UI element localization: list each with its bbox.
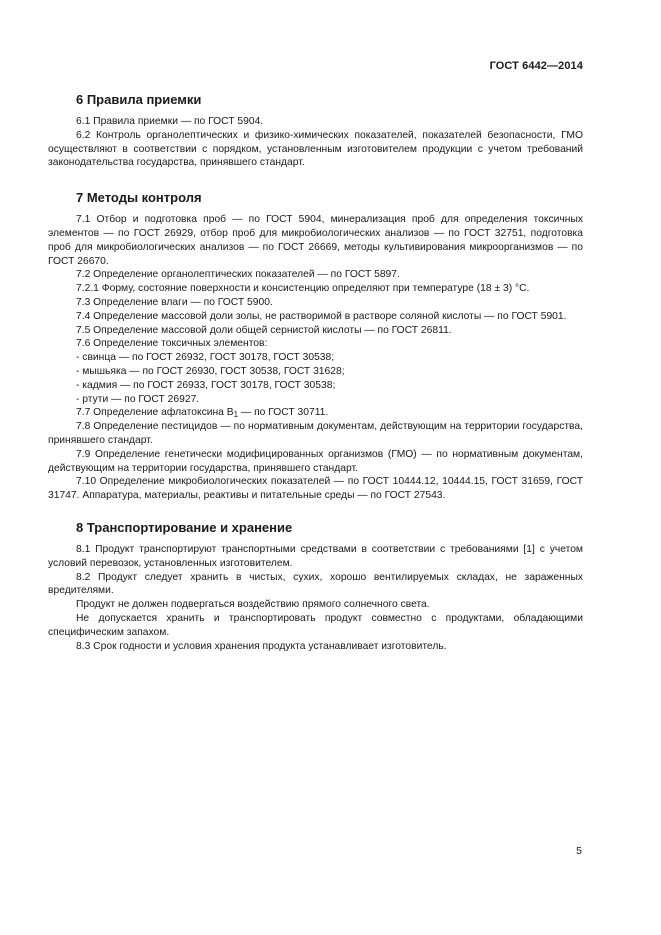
paragraph: 7.3 Определение влаги — по ГОСТ 5900. bbox=[76, 296, 273, 308]
paragraph: 7.2 Определение органолептических показателей — по ГОСТ 5897. bbox=[76, 269, 400, 281]
aflatoxin-text: 7.7 Определение афлатоксина В bbox=[76, 407, 234, 419]
paragraph: 8.1 Продукт транспортируют транспортными средствами в соответствии с требованиями [1] с учетом условий перевозок, установленных изготовителем. bbox=[48, 543, 583, 569]
list-item: - кадмия — по ГОСТ 26933, ГОСТ 30178, ГОСТ 30538; bbox=[76, 379, 336, 391]
section-body bbox=[48, 213, 583, 503]
paragraph: 7.9 Определение генетически модифицированных организмов (ГМО) — по нормативным документам, действующим на территории государства, принявшего стандарт. bbox=[48, 448, 583, 474]
paragraph-aflatoxin bbox=[48, 406, 583, 420]
paragraph: 7.5 Определение массовой доли общей сернистой кислоты — по ГОСТ 26811. bbox=[76, 324, 452, 336]
section-acceptance-rules bbox=[48, 90, 583, 170]
section-body bbox=[48, 543, 583, 653]
paragraph: 7.6 Определение токсичных элементов: bbox=[76, 338, 268, 350]
section-title: 7 Методы контроля bbox=[76, 190, 202, 206]
paragraph: 7.8 Определение пестицидов — по нормативным документам, действующим на территории государства, принявшего стандарт. bbox=[48, 421, 583, 446]
paragraph: Продукт не должен подвергаться воздействию прямого солнечного света. bbox=[76, 599, 430, 611]
paragraph: 6.1 Правила приемки — по ГОСТ 5904. bbox=[76, 116, 264, 127]
document-content bbox=[48, 90, 583, 653]
aflatoxin-subscript: 1 bbox=[233, 410, 239, 420]
paragraph: 7.1 Отбор и подготовка проб — по ГОСТ 5904, минерализация проб для определения токсичных элементов — по ГОСТ 26929, отбор проб для микробиологических анализов — по ГОСТ 32751, подготовка проб для микробиологических анализов — по ГОСТ 26669, методы культивирования микроорганизмов — по ГОСТ 26670. bbox=[48, 214, 583, 267]
paragraph: 8.2 Продукт следует хранить в чистых, сухих, хорошо вентилируемых складах, не зараженных вредителями. bbox=[48, 571, 583, 597]
section-title: 8 Транспортирование и хранение bbox=[76, 519, 293, 535]
list-item: - мышьяка — по ГОСТ 26930, ГОСТ 30538, ГОСТ 31628; bbox=[76, 365, 345, 377]
paragraph: 7.2.1 Форму, состояние поверхности и консистенцию определяют при температуре (18 ± 3) °С. bbox=[76, 283, 530, 295]
section-title: 6 Правила приемки bbox=[76, 92, 202, 107]
paragraph: 8.3 Срок годности и условия хранения продукта устанавливает изготовитель. bbox=[76, 640, 447, 652]
paragraph: 7.10 Определение микробиологических показателей — по ГОСТ 10444.12, 10444.15, ГОСТ 31659, ГОСТ 31747. Аппаратура, материалы, реактивы и питательные среды — по ГОСТ 27543. bbox=[48, 476, 583, 502]
paragraph: Не допускается хранить и транспортировать продукт совместно с продуктами, обладающими специфическим запахом. bbox=[48, 612, 583, 638]
list-item: - свинца — по ГОСТ 26932, ГОСТ 30178, ГОСТ 30538; bbox=[76, 352, 335, 364]
section-control-methods bbox=[48, 188, 583, 503]
aflatoxin-ref: — по ГОСТ 30711. bbox=[238, 407, 329, 419]
section-transport-storage bbox=[48, 518, 583, 653]
page-number: 5 bbox=[576, 845, 582, 857]
section-body bbox=[48, 115, 583, 170]
paragraph: 6.2 Контроль органолептических и физико-химических показателей, показателей безопасности, ГМО осуществляют в соответствии с порядком, установленным изготовителем продукции с учетом требований законодательства государства, принявшего стандарт. bbox=[48, 129, 583, 169]
list-item: - ртути — по ГОСТ 26927. bbox=[76, 393, 200, 405]
paragraph: 7.4 Определение массовой доли золы, не растворимой в растворе соляной кислоты — по ГОСТ 5901. bbox=[76, 310, 567, 322]
document-code: ГОСТ 6442—2014 bbox=[489, 60, 583, 72]
